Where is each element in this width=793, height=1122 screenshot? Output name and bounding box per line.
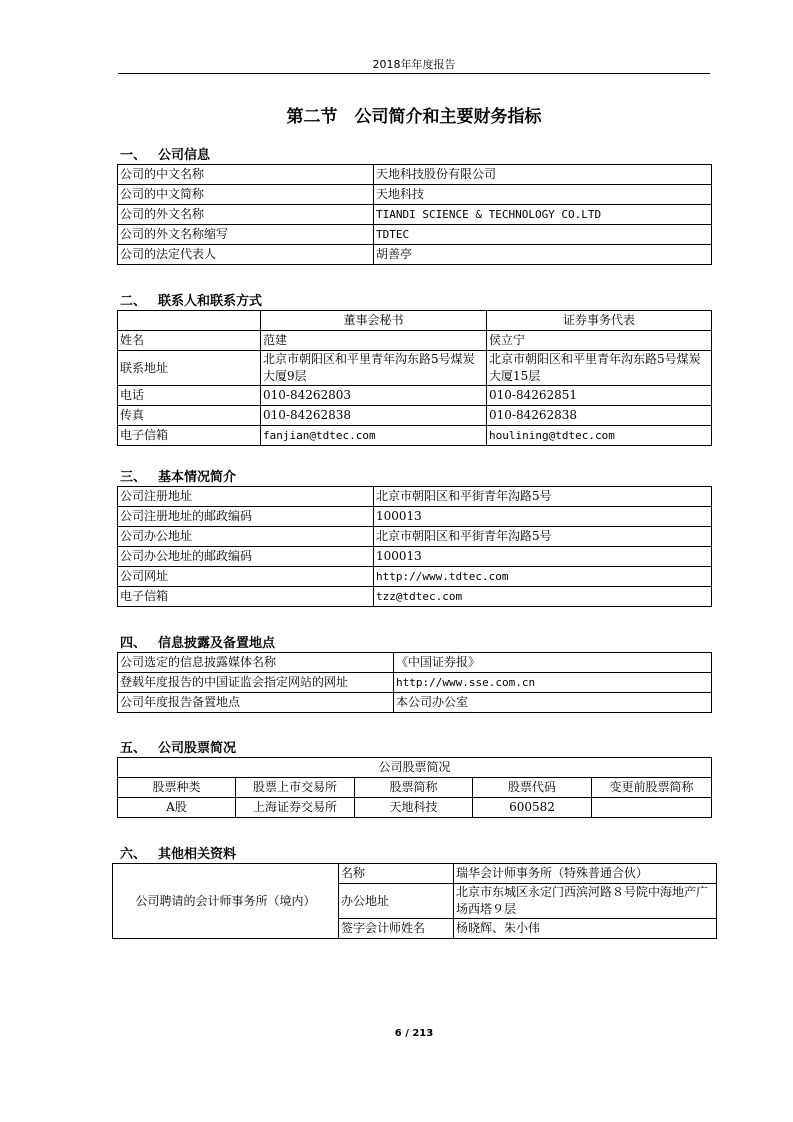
column-header: 董事会秘书 — [261, 311, 487, 331]
table-row — [118, 406, 712, 426]
section-number: 一、 — [120, 148, 147, 163]
row-value: 010-84262838 — [261, 406, 487, 426]
table-row — [118, 653, 712, 673]
table-row — [118, 245, 712, 265]
table-row — [118, 693, 712, 713]
basic-info-table — [117, 486, 712, 607]
row-label: 公司的外文名称缩写 — [118, 225, 374, 245]
table-row — [118, 587, 712, 607]
row-value: 北京市朝阳区和平里青年沟东路5号煤炭大厦9层 — [261, 351, 487, 386]
stock-exchange: 上海证券交易所 — [236, 798, 355, 818]
row-value: 010-84262838 — [487, 406, 712, 426]
row-value: http://www.sse.com.cn — [394, 673, 712, 693]
disclosure-table — [117, 652, 712, 713]
row-value: 010-84262803 — [261, 386, 487, 406]
section-heading-contacts — [120, 290, 262, 309]
row-label: 公司注册地址 — [118, 487, 374, 507]
row-value: 北京市东城区永定门西滨河路８号院中海地产广场西塔９层 — [454, 884, 717, 919]
row-label: 公司网址 — [118, 567, 374, 587]
table-header-row — [118, 778, 712, 798]
table-row — [118, 798, 712, 818]
section-title: 公司股票简况 — [158, 741, 237, 756]
section-title: 基本情况简介 — [158, 470, 237, 485]
row-label: 公司办公地址 — [118, 527, 374, 547]
row-value: 010-84262851 — [487, 386, 712, 406]
table-row — [118, 185, 712, 205]
row-value: fanjian@tdtec.com — [261, 426, 487, 446]
table-header-row — [118, 311, 712, 331]
row-value: 本公司办公室 — [394, 693, 712, 713]
section-number: 六、 — [120, 847, 147, 862]
contacts-table — [117, 310, 712, 446]
section-title: 联系人和联系方式 — [158, 294, 263, 309]
row-value: 杨晓辉、朱小伟 — [454, 919, 717, 939]
table-row — [118, 547, 712, 567]
section-heading-disclosure — [120, 632, 275, 651]
page-title: 第二节 公司简介和主要财务指标 — [286, 107, 542, 127]
website-link: http://www.tdtec.com — [374, 567, 712, 587]
row-label: 公司的中文名称 — [118, 165, 374, 185]
row-label: 办公地址 — [339, 884, 454, 919]
table-row — [118, 205, 712, 225]
row-label: 电子信箱 — [118, 587, 374, 607]
row-label: 姓名 — [118, 331, 261, 351]
row-label: 传真 — [118, 406, 261, 426]
stock-code: 600582 — [473, 798, 592, 818]
table-row — [118, 225, 712, 245]
row-value: 瑞华会计师事务所（特殊普通合伙） — [454, 864, 717, 884]
row-label: 公司的中文简称 — [118, 185, 374, 205]
row-label: 登载年度报告的中国证监会指定网站的网址 — [118, 673, 394, 693]
section-number: 二、 — [120, 294, 147, 309]
previous-short-name — [592, 798, 712, 818]
row-label: 联系地址 — [118, 351, 261, 386]
email-value: tzz@tdtec.com — [374, 587, 712, 607]
table-row — [118, 567, 712, 587]
section-title: 信息披露及备置地点 — [158, 636, 276, 651]
row-value: 胡善亭 — [374, 245, 712, 265]
row-value: 范建 — [261, 331, 487, 351]
table-row — [118, 673, 712, 693]
row-label: 公司选定的信息披露媒体名称 — [118, 653, 394, 673]
row-value: 天地科技 — [374, 185, 712, 205]
table-row — [113, 864, 717, 884]
row-label: 电子信箱 — [118, 426, 261, 446]
column-header: 股票上市交易所 — [236, 778, 355, 798]
row-value: houlining@tdtec.com — [487, 426, 712, 446]
section-title: 其他相关资料 — [158, 847, 237, 862]
section-heading-other — [120, 843, 236, 862]
section-heading-company-info — [120, 144, 210, 163]
row-value: TDTEC — [374, 225, 712, 245]
section-number: 三、 — [120, 470, 147, 485]
running-header: 2018年年度报告 — [372, 58, 456, 71]
row-label: 公司的法定代表人 — [118, 245, 374, 265]
row-label: 公司年度报告备置地点 — [118, 693, 394, 713]
row-value: 北京市朝阳区和平里青年沟东路5号煤炭大厦15层 — [487, 351, 712, 386]
stock-table — [117, 757, 712, 818]
column-header: 证券事务代表 — [487, 311, 712, 331]
table-caption: 公司股票简况 — [118, 758, 712, 778]
other-info-table — [112, 863, 717, 939]
row-value: TIANDI SCIENCE & TECHNOLOGY CO.LTD — [374, 205, 712, 225]
row-label: 公司办公地址的邮政编码 — [118, 547, 374, 567]
row-label: 电话 — [118, 386, 261, 406]
table-row — [118, 351, 712, 386]
section-heading-stock — [120, 737, 236, 756]
header-rule — [118, 73, 710, 74]
row-value: 天地科技股份有限公司 — [374, 165, 712, 185]
row-label: 公司的外文名称 — [118, 205, 374, 225]
table-row — [118, 426, 712, 446]
table-row — [118, 165, 712, 185]
company-info-table — [117, 164, 712, 265]
stock-short-name: 天地科技 — [355, 798, 473, 818]
stock-type: A股 — [118, 798, 236, 818]
row-value: 100013 — [374, 547, 712, 567]
table-row — [118, 487, 712, 507]
table-caption-row — [118, 758, 712, 778]
row-value: 北京市朝阳区和平街青年沟路5号 — [374, 527, 712, 547]
table-row — [118, 331, 712, 351]
row-value: 《中国证券报》 — [394, 653, 712, 673]
row-label: 签字会计师姓名 — [339, 919, 454, 939]
section-title: 公司信息 — [158, 148, 211, 163]
group-label: 公司聘请的会计师事务所（境内） — [113, 864, 339, 939]
row-label: 名称 — [339, 864, 454, 884]
column-header: 股票代码 — [473, 778, 592, 798]
table-row — [118, 527, 712, 547]
row-value: 侯立宁 — [487, 331, 712, 351]
column-header: 股票简称 — [355, 778, 473, 798]
column-header: 股票种类 — [118, 778, 236, 798]
row-label: 公司注册地址的邮政编码 — [118, 507, 374, 527]
section-heading-basic-info — [120, 466, 236, 485]
row-value: 100013 — [374, 507, 712, 527]
column-header: 变更前股票简称 — [592, 778, 712, 798]
page-number: 6 / 213 — [394, 1028, 434, 1039]
row-value: 北京市朝阳区和平街青年沟路5号 — [374, 487, 712, 507]
table-row — [118, 386, 712, 406]
section-number: 四、 — [120, 636, 147, 651]
table-row — [118, 507, 712, 527]
section-number: 五、 — [120, 741, 147, 756]
